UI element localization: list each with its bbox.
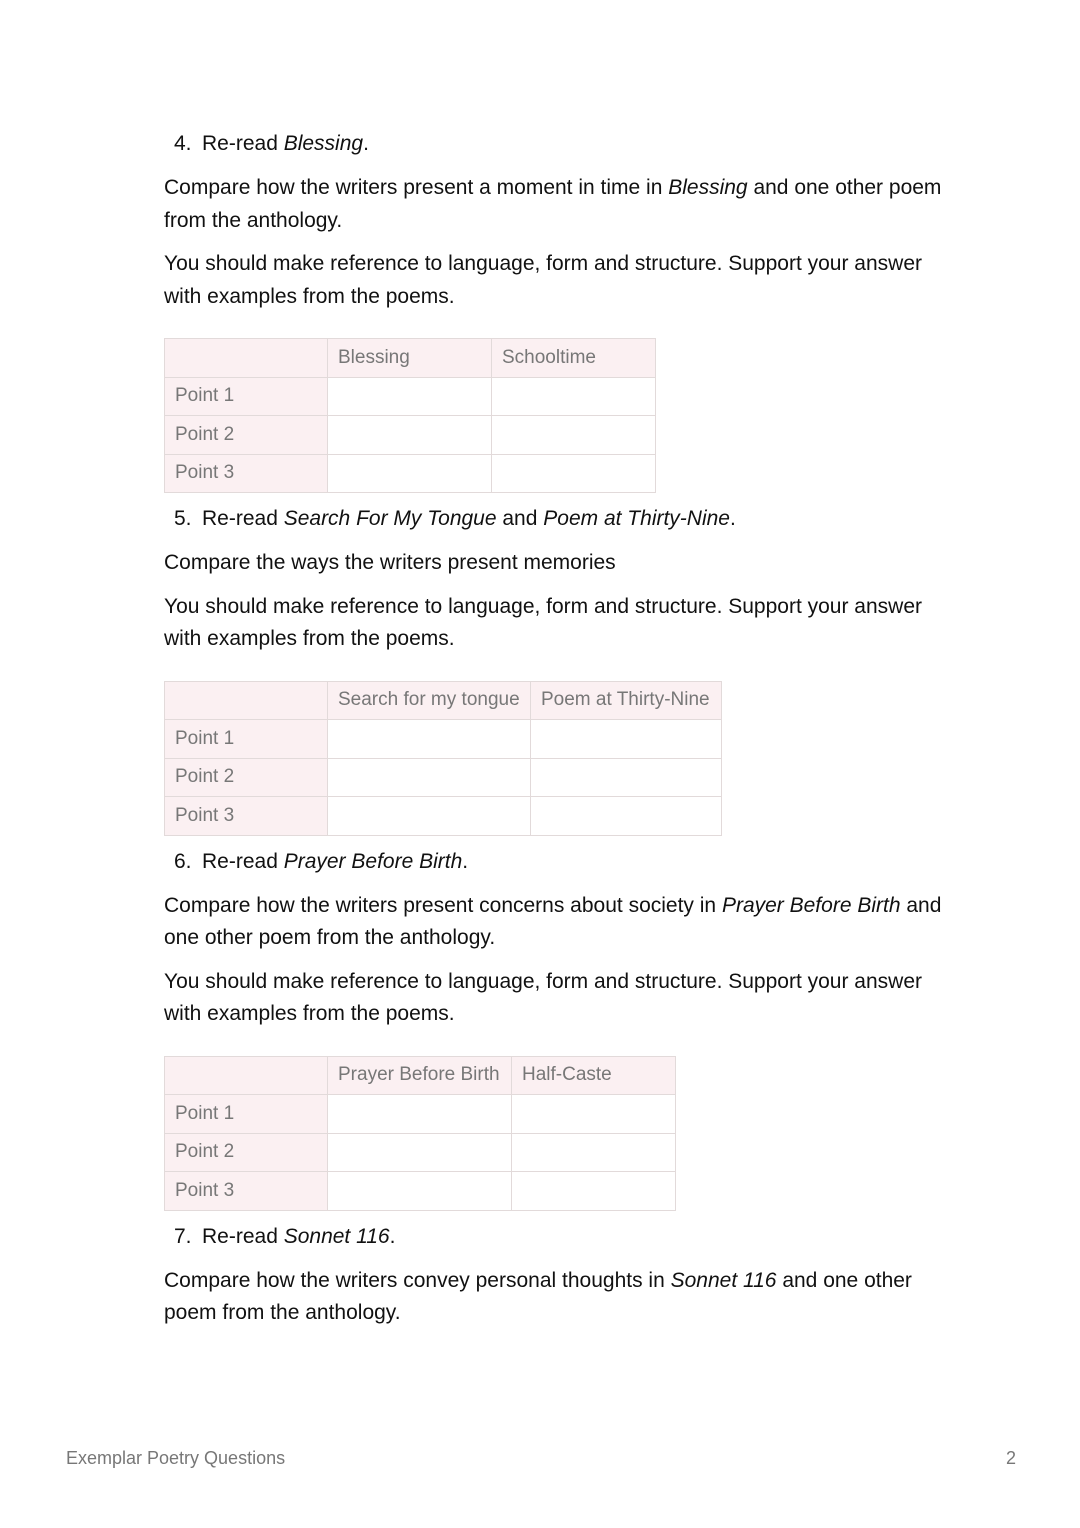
answer-cell[interactable] bbox=[328, 416, 492, 455]
italic-title-text: Sonnet 116 bbox=[283, 1224, 390, 1248]
italic-title-text: Sonnet 116 bbox=[670, 1268, 777, 1292]
text-run: Re-read bbox=[202, 849, 284, 873]
header-corner-cell bbox=[165, 681, 328, 720]
table-row bbox=[165, 1133, 676, 1172]
answer-cell[interactable] bbox=[531, 797, 722, 836]
question-paragraph bbox=[164, 966, 964, 1031]
text-run: Re-read bbox=[202, 1224, 284, 1248]
column-header: Search for my tongue bbox=[328, 681, 531, 720]
question-heading bbox=[174, 503, 964, 535]
row-label: Point 1 bbox=[165, 720, 328, 759]
answer-cell[interactable] bbox=[492, 377, 656, 416]
column-header: Poem at Thirty-Nine bbox=[531, 681, 722, 720]
question-heading bbox=[174, 846, 964, 878]
question-heading bbox=[174, 1221, 964, 1253]
answer-cell[interactable] bbox=[512, 1172, 676, 1211]
answer-cell[interactable] bbox=[512, 1095, 676, 1134]
row-label: Point 3 bbox=[165, 797, 328, 836]
comparison-table bbox=[164, 338, 656, 493]
page-number: 2 bbox=[1005, 1448, 1016, 1468]
question-5 bbox=[164, 503, 964, 836]
question-paragraph bbox=[164, 248, 964, 313]
italic-title-text: Search For My Tongue bbox=[283, 507, 497, 530]
text-run: and one other poem from the anthology. bbox=[164, 1268, 912, 1324]
text-run: Re-read bbox=[202, 132, 284, 155]
comparison-table bbox=[164, 681, 722, 836]
column-header: Blessing bbox=[328, 339, 492, 378]
row-label: Point 2 bbox=[165, 416, 328, 455]
text-run: . bbox=[389, 1224, 396, 1248]
italic-title-text: Prayer Before Birth bbox=[721, 893, 901, 917]
header-corner-cell bbox=[165, 339, 328, 378]
question-number: 7. bbox=[174, 1224, 192, 1248]
text-run: and bbox=[496, 507, 544, 530]
row-label: Point 3 bbox=[165, 1172, 328, 1211]
question-paragraph bbox=[164, 547, 964, 580]
question-heading bbox=[174, 128, 964, 160]
table-row bbox=[165, 416, 656, 455]
row-label: Point 3 bbox=[165, 454, 328, 493]
table-row bbox=[165, 454, 656, 493]
question-number: 5. bbox=[174, 507, 192, 530]
question-paragraph bbox=[164, 591, 964, 656]
column-header: Half-Caste bbox=[512, 1056, 676, 1095]
italic-title-text: Blessing bbox=[668, 176, 748, 199]
row-label: Point 2 bbox=[165, 758, 328, 797]
question-number: 4. bbox=[174, 132, 192, 155]
question-7 bbox=[164, 1221, 964, 1330]
column-header: Prayer Before Birth bbox=[328, 1056, 512, 1095]
text-run: Re-read bbox=[202, 507, 284, 530]
row-label: Point 2 bbox=[165, 1133, 328, 1172]
answer-cell[interactable] bbox=[531, 758, 722, 797]
question-6 bbox=[164, 846, 964, 1211]
text-run: Compare how the writers present concerns about society in bbox=[164, 893, 722, 917]
answer-cell[interactable] bbox=[531, 720, 722, 759]
text-run: Compare the ways the writers present memories bbox=[164, 551, 616, 574]
text-run: . bbox=[730, 507, 736, 530]
text-run: Compare how the writers present a moment in time in bbox=[164, 176, 669, 199]
answer-cell[interactable] bbox=[328, 1133, 512, 1172]
answer-cell[interactable] bbox=[328, 454, 492, 493]
table-row bbox=[165, 797, 722, 836]
italic-title-text: Poem at Thirty-Nine bbox=[543, 507, 730, 530]
document-body bbox=[164, 128, 964, 1341]
answer-cell[interactable] bbox=[492, 454, 656, 493]
table-row bbox=[165, 1095, 676, 1134]
text-run: . bbox=[462, 849, 469, 873]
table-header-row bbox=[165, 339, 656, 378]
text-run: You should make reference to language, form and structure. Support your answer with examples from the poems. bbox=[164, 594, 922, 650]
text-run: and one other poem from the anthology. bbox=[164, 893, 942, 949]
answer-cell[interactable] bbox=[512, 1133, 676, 1172]
header-corner-cell bbox=[165, 1056, 328, 1095]
question-paragraph bbox=[164, 1265, 964, 1330]
table-row bbox=[165, 720, 722, 759]
table-header-row bbox=[165, 681, 722, 720]
table-row bbox=[165, 758, 722, 797]
text-run: You should make reference to language, form and structure. Support your answer with examples from the poems. bbox=[164, 252, 922, 308]
italic-title-text: Prayer Before Birth bbox=[283, 849, 463, 873]
answer-cell[interactable] bbox=[328, 758, 531, 797]
text-run: and one other poem from the anthology. bbox=[164, 176, 942, 232]
comparison-table bbox=[164, 1056, 676, 1211]
question-paragraph bbox=[164, 890, 964, 955]
row-label: Point 1 bbox=[165, 1095, 328, 1134]
table-row bbox=[165, 1172, 676, 1211]
text-run: . bbox=[363, 132, 369, 155]
table-row bbox=[165, 377, 656, 416]
answer-cell[interactable] bbox=[328, 1172, 512, 1211]
footer-title: Exemplar Poetry Questions bbox=[66, 1448, 286, 1468]
answer-cell[interactable] bbox=[492, 416, 656, 455]
text-run: Compare how the writers convey personal thoughts in bbox=[164, 1268, 671, 1292]
question-4 bbox=[164, 128, 964, 493]
answer-cell[interactable] bbox=[328, 1095, 512, 1134]
column-header: Schooltime bbox=[492, 339, 656, 378]
row-label: Point 1 bbox=[165, 377, 328, 416]
answer-cell[interactable] bbox=[328, 720, 531, 759]
italic-title-text: Blessing bbox=[283, 132, 364, 155]
table-header-row bbox=[165, 1056, 676, 1095]
answer-cell[interactable] bbox=[328, 797, 531, 836]
text-run: You should make reference to language, form and structure. Support your answer with examples from the poems. bbox=[164, 969, 922, 1025]
question-number: 6. bbox=[174, 849, 192, 873]
question-paragraph bbox=[164, 172, 964, 237]
answer-cell[interactable] bbox=[328, 377, 492, 416]
